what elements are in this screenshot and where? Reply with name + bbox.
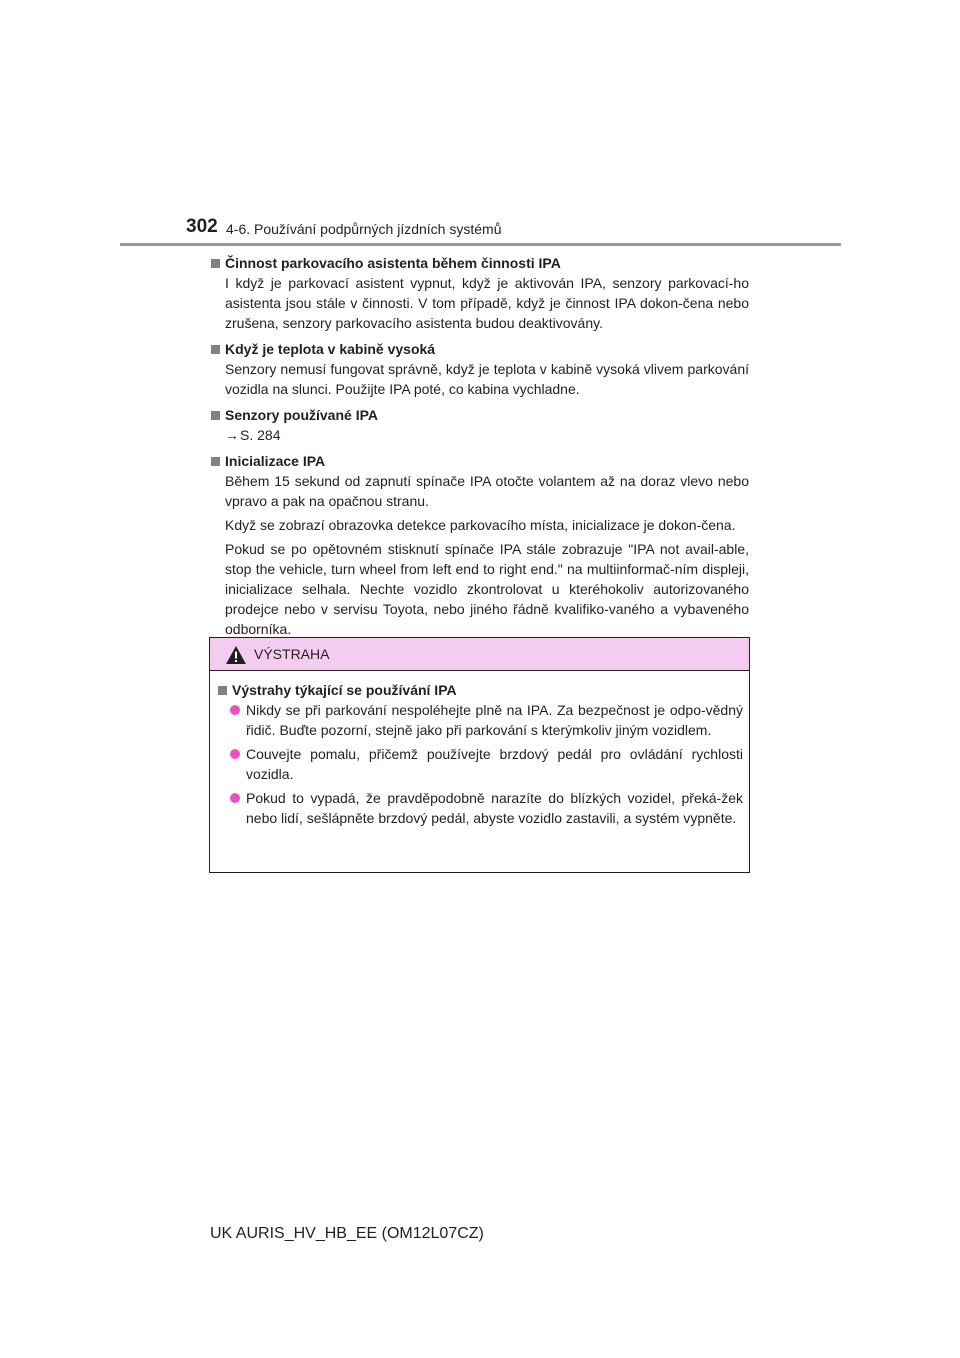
section-paragraph: I když je parkovací asistent vypnut, když je aktivován IPA, senzory parkovací-ho asistenta jsou stále v činnosti. V tom případě, když je činnost IPA dokon-čena nebo zrušena, senzory parkovacího asistenta budou deaktivovány. — [225, 275, 749, 331]
chapter-title: 4-6. Používání podpůrných jízdních systémů — [226, 221, 502, 237]
warning-item-text: Couvejte pomalu, přičemž používejte brzdový pedál pro ovládání rychlosti vozidla. — [246, 746, 743, 782]
square-bullet-icon — [211, 259, 220, 268]
warning-item — [228, 744, 743, 784]
page-reference[interactable] — [225, 425, 749, 445]
section-ipa-initialization — [209, 451, 749, 639]
section-high-temperature — [209, 339, 749, 399]
square-bullet-icon — [211, 345, 220, 354]
section-ipa-sensors — [209, 405, 749, 445]
main-content — [209, 253, 749, 645]
section-paragraph: Během 15 sekund od zapnutí spínače IPA otočte volantem až na doraz vlevo nebo vpravo a pak na opačnou stranu. — [225, 473, 749, 509]
arrow-right-icon: → — [225, 427, 239, 443]
header-rule — [120, 243, 841, 246]
section-paragraph: Senzory nemusí fungovat správně, když je teplota v kabině vysoká vlivem parkování vozidla na slunci. Použijte IPA poté, co kabina vychladne. — [225, 361, 749, 397]
section-title: Senzory používané IPA — [225, 407, 378, 423]
warning-box — [209, 637, 750, 873]
section-title: Inicializace IPA — [225, 453, 326, 469]
section-title: Činnost parkovacího asistenta během činnosti IPA — [225, 255, 561, 271]
section-heading — [209, 253, 749, 273]
section-heading — [209, 451, 749, 471]
footer-model-code: UK AURIS_HV_HB_EE (OM12L07CZ) — [210, 1225, 484, 1242]
warning-heading-text: Výstrahy týkající se používání IPA — [232, 682, 457, 698]
section-ipa-operation — [209, 253, 749, 333]
warning-heading — [218, 680, 743, 700]
warning-body — [210, 671, 749, 828]
warning-item-text: Pokud to vypadá, že pravděpodobně narazíte do blízkých vozidel, překá-žek nebo lidí, sešlápněte brzdový pedál, abyste vozidlo zastavili, a systém vypněte. — [246, 790, 743, 826]
section-heading — [209, 405, 749, 425]
square-bullet-icon — [218, 686, 227, 695]
section-title: Když je teplota v kabině vysoká — [225, 341, 436, 357]
page-reference-text: S. 284 — [240, 427, 281, 443]
warning-triangle-icon — [225, 645, 247, 665]
pink-dot-icon — [230, 705, 240, 715]
warning-item-text: Nikdy se při parkování nespoléhejte plně na IPA. Za bezpečnost je odpo-vědný řidič. Buďte pozorní, stejně jako při parkování s kterýmkoliv jiným vozidlem. — [246, 702, 743, 738]
warning-item — [228, 788, 743, 828]
section-paragraph: Pokud se po opětovném stisknutí spínače IPA stále zobrazuje "IPA not avail-able, stop the vehicle, turn wheel from left end to right end." na multiinformač-ním displeji, inicializace selhala. Nechte vozidlo zkontrolovat u kteréhokoliv autorizovaného prodejce nebo v servisu Toyota, nebo jiného řádně kvalifiko-vaného a vybaveného odborníka. — [225, 541, 749, 637]
square-bullet-icon — [211, 457, 220, 466]
section-paragraph: Když se zobrazí obrazovka detekce parkovacího místa, inicializace je dokon-čena. — [225, 517, 736, 533]
pink-dot-icon — [230, 793, 240, 803]
section-heading — [209, 339, 749, 359]
pink-dot-icon — [230, 749, 240, 759]
page-number: 302 — [186, 216, 218, 237]
warning-header — [210, 638, 749, 671]
warning-item — [228, 700, 743, 740]
warning-label: VÝSTRAHA — [254, 646, 330, 662]
square-bullet-icon — [211, 411, 220, 420]
